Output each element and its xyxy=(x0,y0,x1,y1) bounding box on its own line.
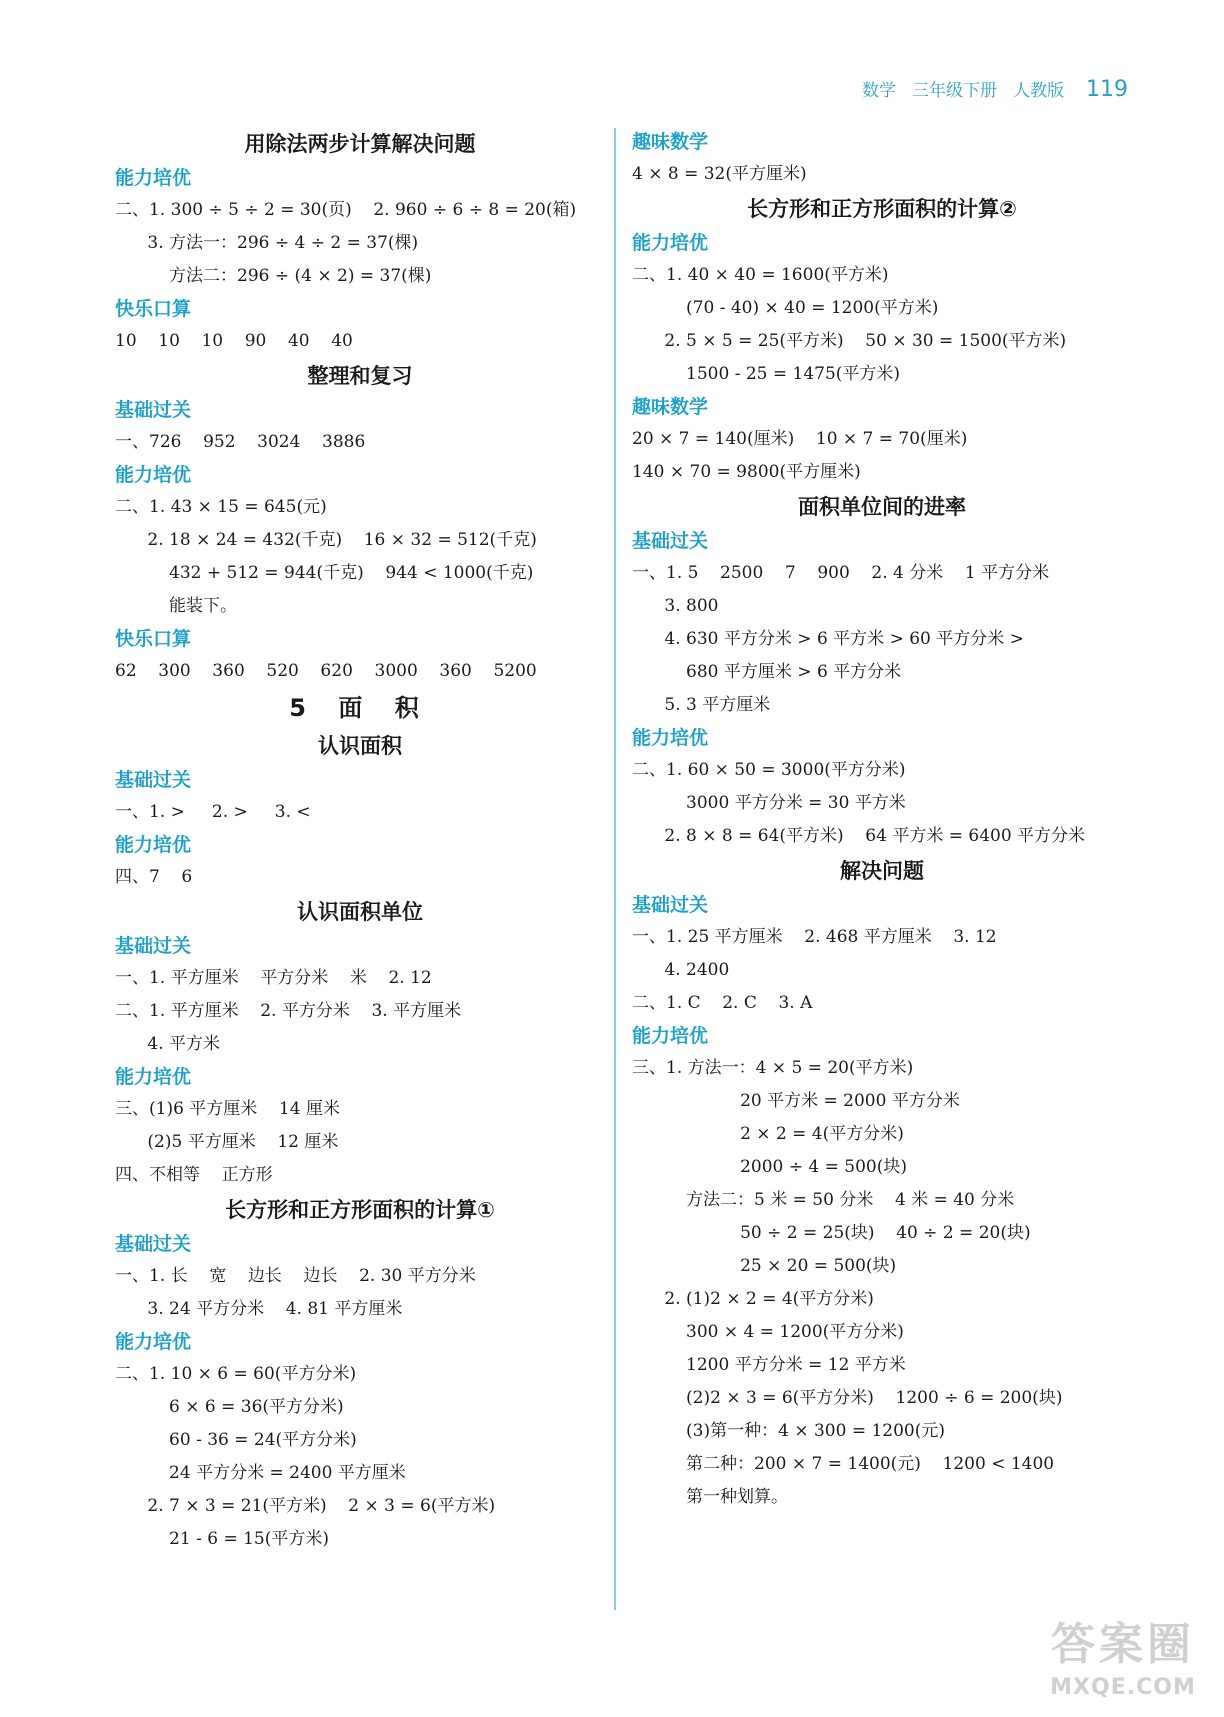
section-title: 面积单位间的进率 xyxy=(798,495,966,519)
section-label: 能力培优 xyxy=(115,1066,192,1088)
answer-line: 方法二：296 ÷ (4 × 2) = 37(棵) xyxy=(115,266,432,286)
answer-line: 5. 3 平方厘米 xyxy=(632,695,771,715)
section-label: 能力培优 xyxy=(632,232,709,254)
answer-line: 二、1. 平方厘米 2. 平方分米 3. 平方厘米 xyxy=(115,1001,462,1021)
section-label: 基础过关 xyxy=(115,769,192,791)
answer-line: 3. 24 平方分米 4. 81 平方厘米 xyxy=(115,1299,403,1319)
answer-line: 3. 800 xyxy=(632,596,719,616)
answer-line: 6 × 6 = 36(平方分米) xyxy=(115,1397,344,1417)
section-label: 快乐口算 xyxy=(115,298,192,320)
answer-line: 140 × 70 = 9800(平方厘米) xyxy=(632,462,861,482)
page-header xyxy=(862,76,1128,102)
answer-line: (70 - 40) × 40 = 1200(平方米) xyxy=(632,298,939,318)
section-label: 基础过关 xyxy=(632,894,709,916)
answer-line: 2. 7 × 3 = 21(平方米) 2 × 3 = 6(平方米) xyxy=(115,1496,496,1516)
left-column xyxy=(115,126,605,1556)
answer-line: 能装下。 xyxy=(115,596,238,616)
right-column xyxy=(632,126,1132,1514)
watermark-domain: MXQE.COM xyxy=(1050,1675,1196,1700)
watermark-logo xyxy=(1034,1617,1212,1713)
section-label: 趣味数学 xyxy=(632,131,709,153)
answer-line: 一、1. 25 平方厘米 2. 468 平方厘米 3. 12 xyxy=(632,927,997,947)
answer-line: 20 平方米 = 2000 平方分米 xyxy=(632,1091,960,1111)
section-label: 能力培优 xyxy=(115,167,192,189)
answer-line: 2000 ÷ 4 = 500(块) xyxy=(632,1157,907,1177)
answer-line: 2 × 2 = 4(平方分米) xyxy=(632,1124,904,1144)
answer-line: 4. 2400 xyxy=(632,960,730,980)
answer-line: 60 - 36 = 24(平方分米) xyxy=(115,1430,357,1450)
answer-line: 二、1. 40 × 40 = 1600(平方米) xyxy=(632,265,889,285)
answer-line: 三、(1)6 平方厘米 14 厘米 xyxy=(115,1099,340,1119)
chapter-title: 5 面 积 xyxy=(289,694,431,722)
answer-line: (2)2 × 3 = 6(平方分米) 1200 ÷ 6 = 200(块) xyxy=(632,1388,1063,1408)
watermark-logo-text: 答案圈 xyxy=(1051,1619,1195,1670)
section-label: 能力培优 xyxy=(632,727,709,749)
answer-line: 一、1. 5 2500 7 900 2. 4 分米 1 平方分米 xyxy=(632,563,1050,583)
answer-line: 一、726 952 3024 3886 xyxy=(115,432,366,452)
section-title: 长方形和正方形面积的计算② xyxy=(747,197,1017,221)
header-edition: 人教版 xyxy=(1013,81,1064,101)
section-title: 认识面积 xyxy=(318,734,402,758)
answer-line: (2)5 平方厘米 12 厘米 xyxy=(115,1132,339,1152)
answer-line: 一、1. 平方厘米 平方分米 米 2. 12 xyxy=(115,968,432,988)
section-label: 基础过关 xyxy=(115,935,192,957)
answer-line: 1500 - 25 = 1475(平方米) xyxy=(632,364,901,384)
answer-line: 24 平方分米 = 2400 平方厘米 xyxy=(115,1463,406,1483)
section-title: 认识面积单位 xyxy=(297,900,423,924)
answer-line: 第二种：200 × 7 = 1400(元) 1200 < 1400 xyxy=(632,1454,1055,1474)
answer-line: 20 × 7 = 140(厘米) 10 × 7 = 70(厘米) xyxy=(632,429,968,449)
section-title: 解决问题 xyxy=(840,859,924,883)
section-label: 快乐口算 xyxy=(115,628,192,650)
answer-line: 四、不相等 正方形 xyxy=(115,1165,273,1185)
section-label: 能力培优 xyxy=(115,1331,192,1353)
section-label: 能力培优 xyxy=(632,1025,709,1047)
answer-line: 21 - 6 = 15(平方米) xyxy=(115,1529,329,1549)
section-label: 能力培优 xyxy=(115,834,192,856)
answer-line: 680 平方厘米 > 6 平方分米 xyxy=(632,662,902,682)
answer-line: 2. (1)2 × 2 = 4(平方分米) xyxy=(632,1289,874,1309)
section-label: 基础过关 xyxy=(115,399,192,421)
answer-line: 三、1. 方法一：4 × 5 = 20(平方米) xyxy=(632,1058,914,1078)
answer-line: 25 × 20 = 500(块) xyxy=(632,1256,897,1276)
answer-line: 10 10 10 90 40 40 xyxy=(115,331,353,351)
answer-line: 第一种划算。 xyxy=(632,1487,789,1507)
header-grade: 三年级下册 xyxy=(912,81,997,101)
answer-line: 方法二：5 米 = 50 分米 4 米 = 40 分米 xyxy=(632,1190,1015,1210)
header-subject: 数学 xyxy=(862,81,896,101)
answer-line: 一、1. 长 宽 边长 边长 2. 30 平方分米 xyxy=(115,1266,476,1286)
answer-line: 4 × 8 = 32(平方厘米) xyxy=(632,164,807,184)
answer-line: (3)第一种：4 × 300 = 1200(元) xyxy=(632,1421,946,1441)
answer-line: 62 300 360 520 620 3000 360 5200 xyxy=(115,661,537,681)
answer-line: 二、1. C 2. C 3. A xyxy=(632,993,813,1013)
page-number: 119 xyxy=(1086,77,1128,102)
answer-line: 3000 平方分米 = 30 平方米 xyxy=(632,793,906,813)
answer-line: 432 + 512 = 944(千克) 944 < 1000(千克) xyxy=(115,563,534,583)
answer-line: 一、1. > 2. > 3. < xyxy=(115,802,311,822)
answer-line: 二、1. 300 ÷ 5 ÷ 2 = 30(页) 2. 960 ÷ 6 ÷ 8 = 20(箱) xyxy=(115,200,577,220)
answer-line: 300 × 4 = 1200(平方分米) xyxy=(632,1322,904,1342)
section-title: 长方形和正方形面积的计算① xyxy=(225,1198,495,1222)
section-label: 基础过关 xyxy=(632,530,709,552)
answer-line: 二、1. 60 × 50 = 3000(平方分米) xyxy=(632,760,906,780)
answer-line: 二、1. 10 × 6 = 60(平方分米) xyxy=(115,1364,357,1384)
answer-line: 50 ÷ 2 = 25(块) 40 ÷ 2 = 20(块) xyxy=(632,1223,1031,1243)
answer-line: 四、7 6 xyxy=(115,867,193,887)
section-title: 用除法两步计算解决问题 xyxy=(244,132,476,156)
answer-line: 二、1. 43 × 15 = 645(元) xyxy=(115,497,327,517)
answer-line: 3. 方法一：296 ÷ 4 ÷ 2 = 37(棵) xyxy=(115,233,419,253)
section-title: 整理和复习 xyxy=(307,364,413,388)
answer-line: 4. 平方米 xyxy=(115,1034,221,1054)
answer-line: 2. 8 × 8 = 64(平方米) 64 平方米 = 6400 平方分米 xyxy=(632,826,1086,846)
answer-line: 2. 5 × 5 = 25(平方米) 50 × 30 = 1500(平方米) xyxy=(632,331,1067,351)
answer-line: 4. 630 平方分米 > 6 平方米 > 60 平方分米 > xyxy=(632,629,1024,649)
answer-line: 1200 平方分米 = 12 平方米 xyxy=(632,1355,906,1375)
column-divider xyxy=(614,128,616,1610)
section-label: 趣味数学 xyxy=(632,396,709,418)
answer-line: 2. 18 × 24 = 432(千克) 16 × 32 = 512(千克) xyxy=(115,530,537,550)
section-label: 基础过关 xyxy=(115,1233,192,1255)
section-label: 能力培优 xyxy=(115,464,192,486)
